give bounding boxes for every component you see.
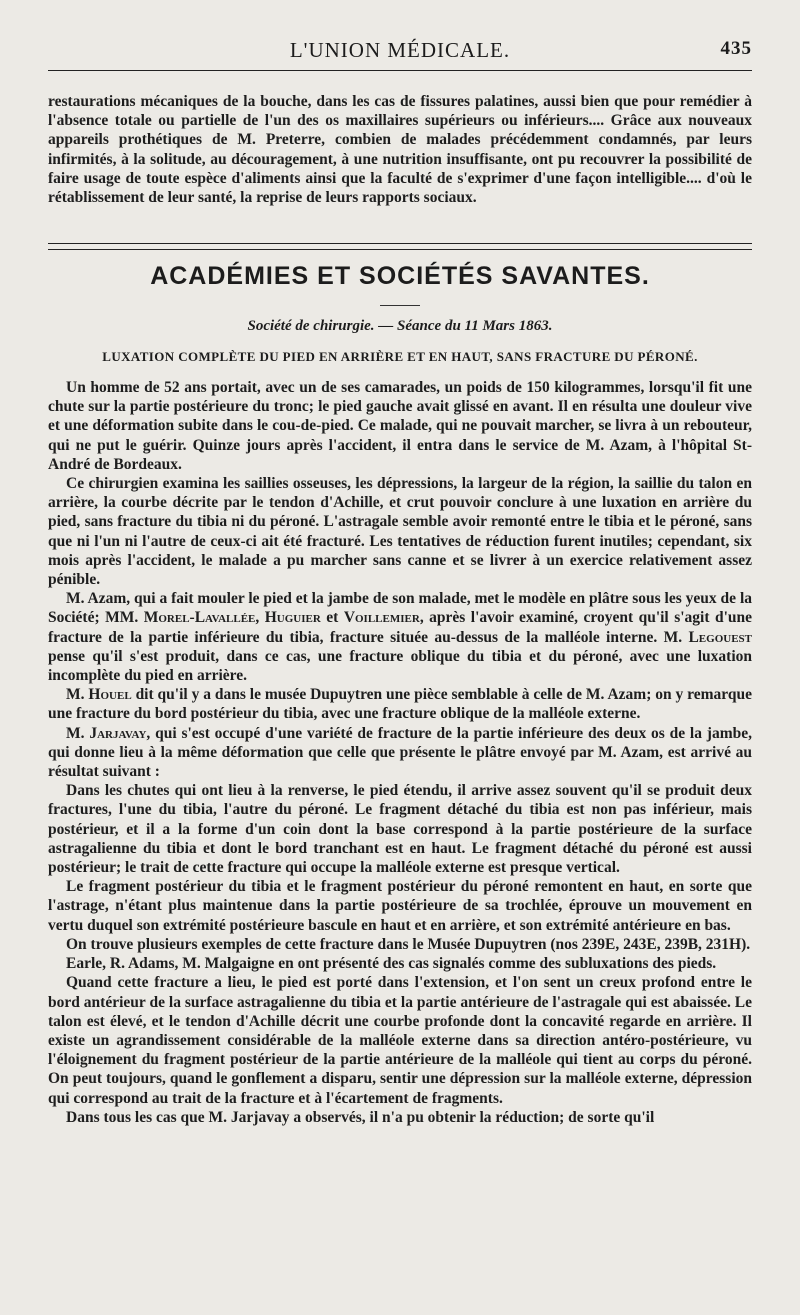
paragraph-4 [48,685,752,723]
intro-paragraph: restaurations mécaniques de la bouche, dans les cas de fissures palatines, aussi bien que pour remédier à l'absence totale ou partielle de l'un des os maxillaires supérieurs ou inférieurs.... Grâce aux nouveaux appareils prothétiques de M. Preterre, combien de malades précédemment condamnés, par leurs infirmités, à la solitude, au découragement, à une nutrition insuffisante, ont pu recouvrer la possibilité de faire usage de toute espèce d'aliments ainsi que la faculté de s'exprimer d'une façon intelligible.... d'où le rétablissement de leur santé, la reprise de leurs rapports sociaux. [48,93,752,207]
paragraph-9: Earle, R. Adams, M. Malgaigne en ont présenté des cas signalés comme des subluxations des pieds. [66,955,717,973]
title-rule [380,305,420,306]
paragraph-3-part-d: pense qu'il s'est produit, dans ce cas, une fracture oblique du tibia et du péroné, avec une luxation incomplète du pied en arrière. [48,647,752,685]
paragraph-5-part-b: , qui s'est occupé d'une variété de fracture de la partie inférieure des deux os de la jambe, qui donne lieu à la même déformation que celle que présente le plâtre envoyé par M. Azam, est arrivé au résultat suivant : [48,724,752,781]
paragraph-2: Ce chirurgien examina les saillies osseuses, les dépressions, la largeur de la région, la saillie du talon en arrière, la courbe décrite par le tendon d'Achille, et crut pouvoir conclure à une luxation en arrière du pied, sans fracture du tibia ni du péroné. L'astragale semble avoir remonté entre le tibia et le péroné, sans que ni l'un ni l'autre de ceux-ci ait été fracturé. Les tentatives de réduction furent inutiles; cependant, six mois après l'accident, le malade a pu marcher sans canne et se livrer à un exercice relativement assez pénible. [48,475,752,589]
page-number: 435 [720,38,752,59]
paragraph-4-part-a: M. [66,686,85,704]
paragraph-5-part-a: M. [66,724,85,742]
paragraph-7: Le fragment postérieur du tibia et le fragment postérieur du péroné remontent en haut, en sorte que l'astrage, n'étant plus maintenue dans la partie postérieure de sa trochlée, éprouve un mouvement en vertu duquel son extrémité postérieure bascule en haut et en arrière, et son extrémité antérieure en bas. [48,878,752,934]
paragraph-3 [48,589,752,685]
case-title: LUXATION COMPLÈTE DU PIED EN ARRIÈRE ET EN HAUT, SANS FRACTURE DU PÉRONÉ. [102,349,698,364]
paragraph-10: Quand cette fracture a lieu, le pied est porté dans l'extension, et l'on sent un creux profond entre le bord antérieur de la surface astragalienne du tibia et la partie antérieure de l'astragale qui est abaissée. Le talon est élevé, et le tendon d'Achille décrit une courbe profonde dont la concavité regarde en arrière. Il existe un agrandissement considérable de la malléole externe dans sa direction antéro-postérieure, vu l'éloignement du fragment postérieur de la partie antérieure de la malléole qui tient au corps du péroné. On peut toujours, quand le gonflement a disparu, sentir une dépression sur la malléole externe, dépression qui correspond au trait de la fracture et à l'écartement de fragments. [48,974,752,1107]
paragraph-11: Dans tous les cas que M. Jarjavay a observés, il n'a pu obtenir la réduction; de sorte qu'il [66,1108,655,1126]
surgeon-name-jarjavay: Jarjavay [89,724,147,742]
surgeon-name-3: Legouest [688,628,752,646]
surgeon-name-houel: Houel [88,686,132,704]
paragraph-3-part-a: M. Azam, qui a fait mouler le pied et la jambe de son malade, met le modèle en plâtre sous les yeux de la Société; MM. [48,590,752,627]
header-rule [48,70,752,71]
intro-paragraph-block [48,92,752,207]
paragraph-8: On trouve plusieurs exemples de cette fracture dans le Musée Dupuytren (nos 239E, 243E, 239B, 231H). [66,935,751,953]
page-header [48,38,752,63]
paragraph-6: Dans les chutes qui ont lieu à la renverse, le pied étendu, il arrive assez souvent qu'il se produit deux fractures, l'une du tibia, l'autre du péroné. Le fragment détaché du tibia est non pas inférieur, mais postérieur, et il a la forme d'un coin dont la base correspond à la partie postérieure de la surface astragalienne du tibia et dont le bord tranchant est en haut. Le fragment détaché du péroné est aussi postérieur; le trait de cette fracture qui occupe la malléole externe est presque vertical. [48,782,752,877]
surgeon-names-1: Morel-Lavallée, Huguier [143,609,321,627]
paragraph-1: Un homme de 52 ans portait, avec un de ses camarades, un poids de 150 kilogrammes, lorsqu'il fit une chute sur la partie postérieure du tronc; le pied gauche avait glissé en avant. Il en résulta une douleur vive et une déformation subite dans le cou-de-pied. Ce malade, qui ne pouvait marcher, se livra à un rebouteur, qui ne put le guérir. Quinze jours après l'accident, il entra dans le service de M. Azam, à l'hôpital St-André de Bordeaux. [48,379,752,473]
running-title: L'UNION MÉDICALE. [289,38,511,62]
paragraph-3-part-c: , après l'avoir examiné, croyent qu'il s'agit d'une fracture de la partie inférieure du tibia, fracture située au-dessus de la malléole interne. M. [48,609,753,646]
section-title: ACADÉMIES ET SOCIÉTÉS SAVANTES. [150,262,650,290]
paragraph-3-part-b: et [326,609,339,627]
section-divider [48,243,752,250]
society-session-line: Société de chirurgie. — Séance du 11 Mars 1863. [247,318,553,334]
surgeon-names-2: Voillemier [343,609,420,627]
paragraph-4-part-b: dit qu'il y a dans le musée Dupuytren une pièce semblable à celle de M. Azam; on y remarque une fracture du bord postérieur du tibia, avec une fracture oblique de la malléole externe. [48,686,753,723]
paragraph-5 [48,724,752,782]
article-body [48,378,752,1127]
